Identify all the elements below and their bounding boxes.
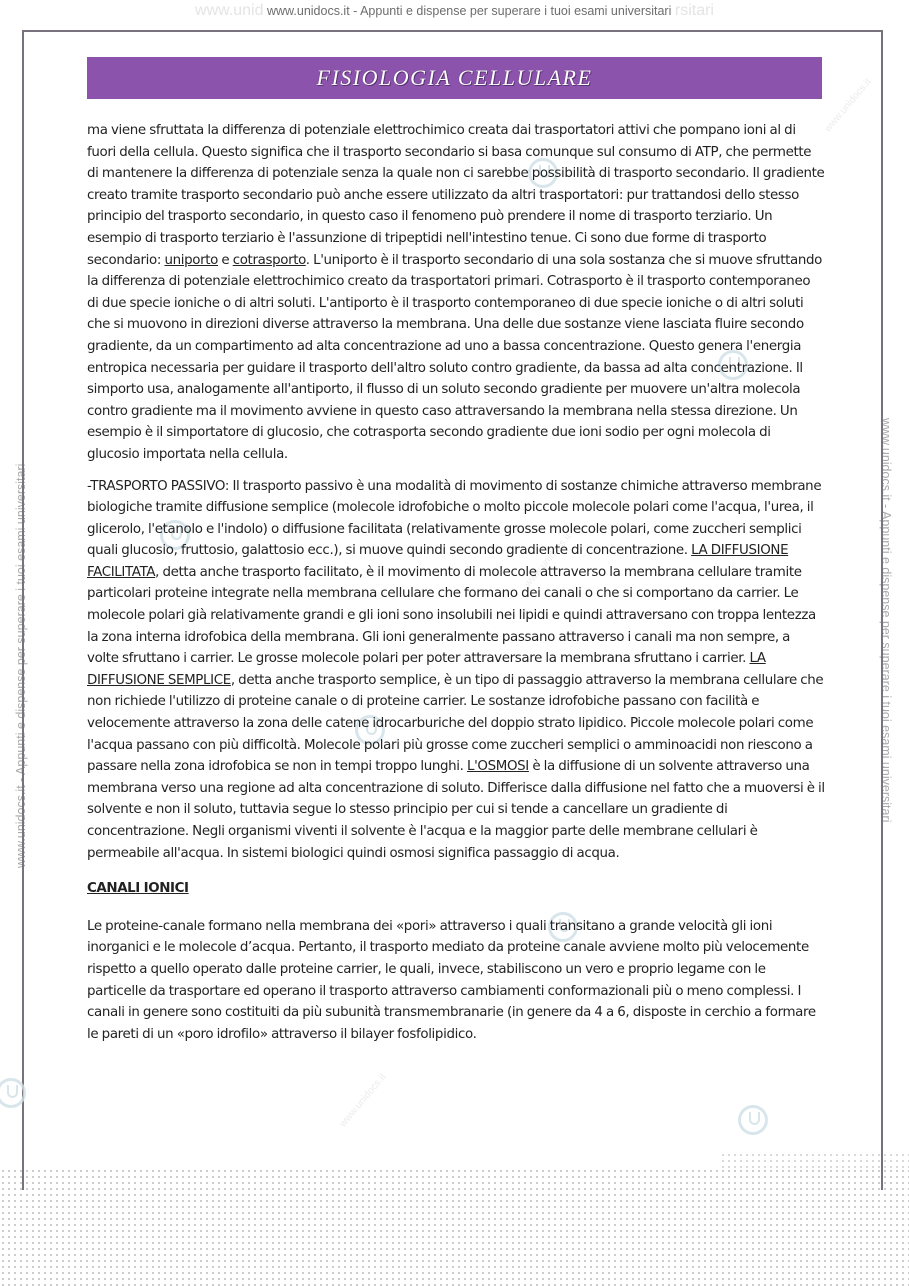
section-heading-canali-ionici: CANALI IONICI — [87, 881, 189, 897]
term-uniporto: uniporto — [164, 252, 218, 268]
diagonal-watermark: www.unidocs.it — [337, 1071, 389, 1130]
paragraph-canali-ionici: Le proteine-canale formano nella membrana dei «pori» attraverso i quali transitano a grande velocità gli ioni inorganici e le molecole d’acqua. Pertanto, il trasporto mediato da proteine canale avviene molto più velocemente rispetto a quello operato dalle proteine carrier, le quali, invece, stabiliscono un vero e proprio legame con le particelle da trasportare ed operano il trasporto attraverso cambiamenti conformazionali più o meno complessi. I canali in genere sono costituiti da più subunità transmembranarie (in genere da 4 a 6, disposte in cerchio a formare le pareti di un «poro idrofilo» attraverso il bilayer fosfolipidico. — [87, 918, 816, 1042]
side-watermark-right: www.unidocs.it - Appunti e dispense per superare i tuoi esami universitari — [879, 418, 893, 823]
top-watermark — [0, 2, 909, 20]
text-run: . L'uniporto è il trasporto secondario di una sola sostanza che si muove sfruttando la differenza di potenziale elettrochimico creato da trasportatori primari. Cotrasporto è il trasporto contemporaneo di due specie ioniche o di altri soluti. L'antiporto è il trasporto contemporaneo di due specie ioniche o di altri soluti che si muovono in direzioni diverse attraverso la membrana. Una delle due sostanze viene lasciata fluire secondo gradiente, da un compartimento ad alta concentrazione ad uno a bassa concentrazione. Questo genera l'energia entropica necessaria per guidare il trasporto dell'altro soluto contro gradiente, da bassa ad alta concentrazione. Il simporto usa, analogamente all'antiporto, il flusso di un soluto secondo gradiente per muovere un'altra molecola contro gradiente ma il movimento avviene in questo caso attraversando la membrana nella stessa direzione. Un esempio è il simportatore di glucosio, che cotrasporta secondo gradiente due ioni sodio per ogni molecola di glucosio importata nella cellula. — [87, 252, 822, 462]
watermark-top-text: www.unidocs.it - Appunti e dispense per superare i tuoi esami universitari — [267, 4, 672, 18]
dotted-footer-band — [0, 1168, 909, 1286]
watermark-logo-icon — [738, 1105, 768, 1135]
dotted-footer-band — [720, 1152, 909, 1168]
text-run: , detta anche trasporto semplice, è un tipo di passaggio attraverso la membrana cellulare che non richiede l'utilizzo di proteine canale o di proteine carrier. Le sostanze idrofobiche passano con facilità e velocemente attraverso la zona delle catene idrocarburiche del doppio strato lipidico. Piccole molecole polari come l'acqua passano con più difficoltà. Molecole polari più grosse come zuccheri semplici o amminoacidi non riescono a passare nella zona idrofobica se non in tempi troppo lunghi. — [87, 672, 824, 775]
diagonal-watermark: www.unidocs.it — [522, 531, 574, 590]
term-cotrasporto: cotrasporto — [232, 252, 306, 268]
watermark-ghost-right: rsitari — [674, 2, 714, 19]
text-run: e — [218, 252, 233, 268]
term-diffusione-semplice: LA DIFFUSIONE SEMPLICE — [87, 651, 766, 688]
paragraph-trasporto-passivo — [87, 476, 825, 865]
text-run: -TRASPORTO PASSIVO: Il trasporto passivo è una modalità di movimento di sostanze chimiche attraverso membrane biologiche tramite diffusione semplice (molecole idrofobiche o molto piccole molecole polari come l'acqua, l'urea, il glicerolo, l'etanolo e l'indolo) o diffusione facilitata (relativamente grosse molecole polari, come zuccheri semplici quali glucosio, fruttosio, galattosio ecc.), si muove quindi secondo gradiente di concentrazione. — [87, 478, 822, 559]
text-run: ma viene sfruttata la differenza di potenziale elettrochimico creata dai trasportatori attivi che pompano ioni al di fuori della cellula. Questo significa che il trasporto secondario si basa comunque sul consumo di ATP, che permette di mantenere la differenza di potenziale senza la quale non ci sarebbe possibilità di trasporto secondario. Il gradiente creato tramite trasporto secondario può anche essere utilizzato da altri trasportatori: pur trattandosi dello stesso principio del trasporto secondario, in questo caso il fenomeno può prendere il nome di trasporto terziario. Un esempio di trasporto terziario è l'assunzione di tripeptidi nell'intestino tenue. Ci sono due forme di trasporto secondario: — [87, 123, 825, 268]
paragraph-trasporto-secondario — [87, 120, 825, 466]
text-run: , detta anche trasporto facilitato, è il movimento di molecole attraverso la membrana cellulare tramite particolari proteine integrate nella membrana cellulare che formano dei canali o che si comportano da carrier. Le molecole polari già relativamente grandi e gli ioni sono insolubili nei lipidi e quindi attraversano con troppa lentezza la zona interna idrofobica della membrana. Gli ioni generalmente passano attraverso i canali ma non sempre, a volte sfruttano i carrier. Le grosse molecole polari per poter attraversare la membrana sfruttano i carrier. — [87, 564, 816, 667]
text-run: è la diffusione di un solvente attraverso una membrana verso una regione ad alta concentrazione di soluto. Differisce dalla diffusione nel fatto che a muoversi è il solvente e non il soluto, tuttavia segue lo stesso principio per cui si tende a cancellare un gradiente di concentrazione. Negli organismi viventi il solvente è l'acqua e la maggior parte delle membrane cellulari è permeabile all'acqua. In sistemi biologici quindi osmosi significa passaggio di acqua. — [87, 759, 825, 861]
side-watermark-left: www.unidocs.it - Appunti e dispense per superare i tuoi esami universitari — [14, 463, 28, 868]
watermark-ghost-left: www.unid — [195, 2, 264, 19]
term-osmosi: L'OSMOSI — [466, 759, 529, 775]
term-diffusione-facilitata: LA DIFFUSIONE FACILITATA — [87, 543, 789, 580]
title-bar — [87, 57, 822, 99]
diagonal-watermark: www.unidocs.it — [822, 76, 874, 135]
document-body — [87, 120, 825, 1045]
page-title: FISIOLOGIA CELLULARE — [316, 65, 593, 90]
